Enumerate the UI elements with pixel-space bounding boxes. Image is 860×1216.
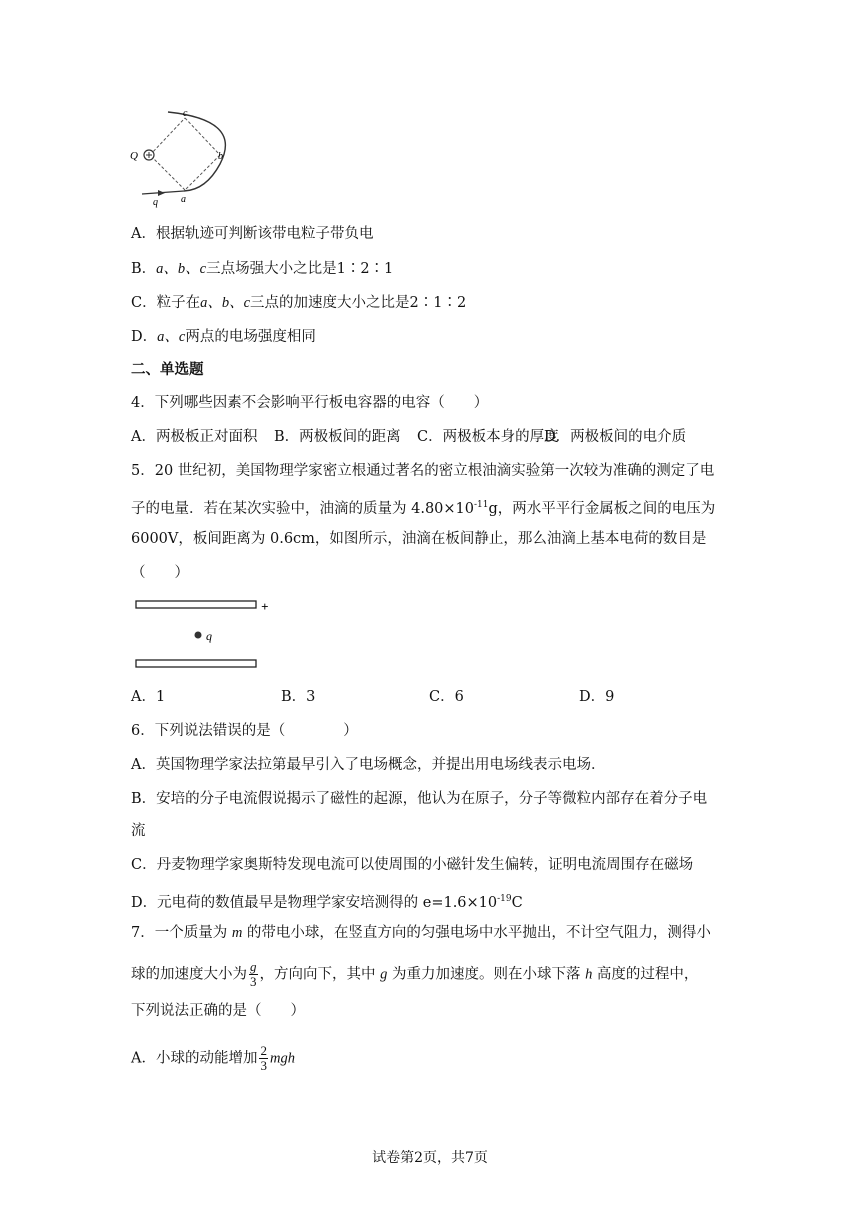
q3-option-c: C．粒子在a、b、c三点的加速度大小之比是2∶1∶2 (131, 295, 467, 311)
q6-option-b2: 流 (131, 823, 146, 839)
oil-drop-icon (195, 632, 202, 639)
q7-line3: 下列说法正确的是（ ） (131, 1003, 305, 1019)
fraction-2-over-3: $\frac{2}{3}$ (260, 1043, 267, 1073)
label-a: a (181, 194, 186, 205)
top-plate (136, 601, 256, 608)
trajectory-figure (128, 108, 248, 208)
bottom-plate (136, 660, 256, 667)
label-q-drop: q (206, 629, 212, 643)
q7-line2: 球的加速度大小为 $\frac{g}{3}$ ，方向向下，其中 g 为重力加速度。则在小球下落 h 高度的过程中， (131, 959, 699, 989)
parallel-plates-figure (133, 596, 283, 672)
q3-option-a: A．根据轨迹可判断该带电粒子带负电 (131, 226, 374, 242)
q6-option-d: D．元电荷的数值最早是物理学家安培测得的 $e=1.6\times 10^{-19}C$ (131, 894, 523, 911)
q5-options: A．1 B．3 C．6 D．9 (131, 689, 615, 705)
label-Q: Q (130, 150, 138, 162)
label-c: c (183, 108, 188, 119)
q6-option-a: A．英国物理学家法拉第最早引入了电场概念，并提出用电场线表示电场． (131, 757, 606, 773)
q5-line4: （ ） (131, 565, 189, 581)
q5-line2: 子的电量．若在某次实验中，油滴的质量为 $4.80\times 10^{-11}g$，两水平平行金属板之间的电压为 (131, 500, 716, 517)
q3-option-d: D．a、c两点的电场强度相同 (131, 329, 316, 345)
page-footer: 试卷第2页，共7页 (372, 1150, 488, 1166)
q5-line3: 6000V，板间距离为 0.6cm，如图所示，油滴在板间静止，那么油滴上基本电荷的数目是 (131, 531, 707, 547)
q6-option-b1: B．安培的分子电流假说揭示了磁性的起源，他认为在原子，分子等微粒内部存在着分子电 (131, 791, 708, 807)
section-title: 二、单选题 (131, 361, 204, 378)
plus-sign: + (261, 599, 269, 614)
q7-option-a: A．小球的动能增加 $\frac{2}{3}$ mgh (131, 1043, 295, 1073)
q4-stem: 4．下列哪些因素不会影响平行板电容器的电容（ ） (131, 395, 489, 411)
q3-option-b: B．a、b、c三点场强大小之比是1∶2∶1 (131, 261, 394, 277)
q6-option-c: C．丹麦物理学家奥斯特发现电流可以使周围的小磁针发生偏转，证明电流周围存在磁场 (131, 857, 694, 873)
label-q: q (153, 197, 158, 208)
fraction-g-over-3: $\frac{g}{3}$ (250, 959, 257, 989)
q7-line1: 7．一个质量为 m 的带电小球，在竖直方向的匀强电场中水平抛出，不计空气阻力，测得小 (131, 925, 711, 941)
q6-stem: 6．下列说法错误的是（ ） (131, 723, 358, 739)
label-b: b (218, 151, 223, 162)
q5-line1: 5．20 世纪初，美国物理学家密立根通过著名的密立根油滴实验第一次较为准确的测定了电 (131, 463, 715, 479)
q4-options: A．两极板正对面积 B．两极板间的距离 C．两极板本身的厚度D．两极板间的电介质 (131, 429, 687, 445)
